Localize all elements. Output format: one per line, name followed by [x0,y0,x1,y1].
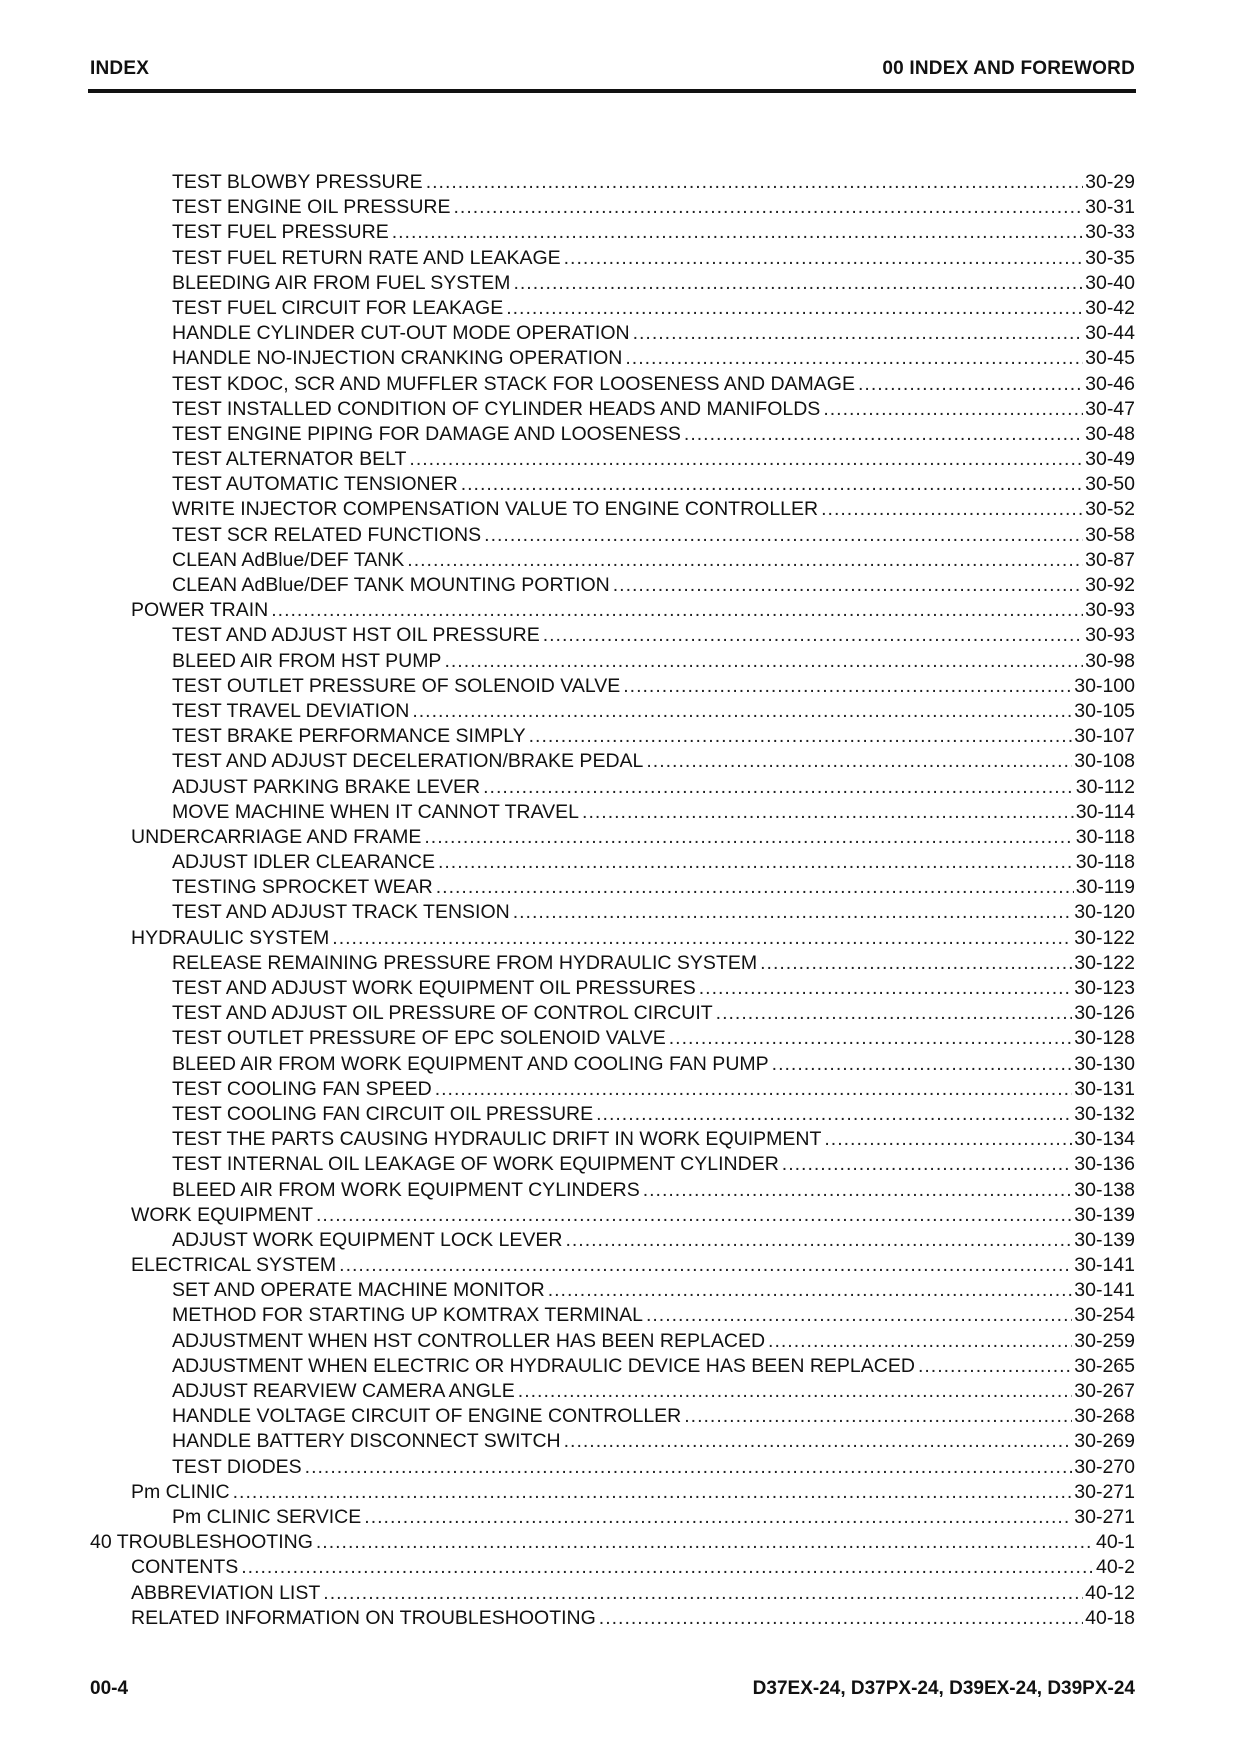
toc-entry[interactable] [90,523,1135,548]
toc-entry-title: BLEEDING AIR FROM FUEL SYSTEM [172,271,511,294]
toc-entry[interactable] [90,397,1135,422]
toc-entry[interactable] [90,1303,1135,1328]
toc-entry-page: 30-107 [1074,725,1135,748]
toc-entry[interactable] [90,850,1135,875]
toc-entry-title: TEST ENGINE OIL PRESSURE [172,196,451,219]
toc-entry[interactable] [90,598,1135,623]
dot-leader [513,900,1073,925]
dot-leader [435,1077,1073,1102]
toc-entry[interactable] [90,1253,1135,1278]
toc-entry[interactable] [90,926,1135,951]
toc-entry[interactable] [90,1505,1135,1530]
toc-entry-title: TEST BRAKE PERFORMANCE SIMPLY [172,725,526,748]
dot-leader [409,447,1083,472]
toc-entry[interactable] [90,1052,1135,1077]
dot-leader [582,800,1074,825]
toc-entry[interactable] [90,623,1135,648]
toc-entry-title: UNDERCARRIAGE AND FRAME [131,825,422,848]
toc-entry-title: TEST OUTLET PRESSURE OF SOLENOID VALVE [172,674,621,697]
toc-entry-page: 30-271 [1074,1505,1135,1528]
toc-entry[interactable] [90,1480,1135,1505]
toc-entry[interactable] [90,674,1135,699]
toc-entry[interactable] [90,296,1135,321]
toc-entry-title: WRITE INJECTOR COMPENSATION VALUE TO ENGINE CONTROLLER [172,498,819,521]
toc-entry-page: 30-268 [1074,1405,1135,1428]
dot-leader [564,1429,1073,1454]
toc-entry[interactable] [90,699,1135,724]
toc-entry-page: 30-118 [1075,851,1135,874]
toc-entry[interactable] [90,372,1135,397]
toc-entry-title: 40 TROUBLESHOOTING [90,1531,313,1554]
toc-entry-title: TEST OUTLET PRESSURE OF EPC SOLENOID VALVE [172,1027,666,1050]
toc-entry-title: ADJUST WORK EQUIPMENT LOCK LEVER [172,1228,563,1251]
dot-leader [646,749,1072,774]
toc-entry-title: TEST FUEL PRESSURE [172,221,389,244]
toc-entry-title: ADJUSTMENT WHEN ELECTRIC OR HYDRAULIC DEVICE HAS BEEN REPLACED [172,1354,915,1377]
toc-entry-page: 40-18 [1085,1606,1135,1629]
toc-entry-page: 30-139 [1074,1228,1135,1251]
toc-entry-title: RELATED INFORMATION ON TROUBLESHOOTING [131,1606,596,1629]
header-section-label: INDEX [90,58,150,79]
toc-entry-title: Pm CLINIC SERVICE [172,1505,362,1528]
toc-entry-page: 30-126 [1074,1002,1135,1025]
toc-entry-page: 30-136 [1074,1153,1135,1176]
toc-entry[interactable] [90,573,1135,598]
toc-entry-page: 30-130 [1074,1052,1135,1075]
dot-leader [646,1303,1072,1328]
toc-entry-page: 30-92 [1085,574,1135,596]
dot-leader [565,1228,1072,1253]
toc-entry-title: ADJUSTMENT WHEN HST CONTROLLER HAS BEEN REPLACED [172,1329,766,1352]
toc-entry-title: TEST COOLING FAN SPEED [172,1077,432,1100]
toc-entry-page: 30-139 [1074,1203,1135,1226]
dot-leader [339,1253,1072,1278]
dot-leader [461,472,1083,497]
toc-entry-page: 30-93 [1085,599,1135,622]
toc-entry[interactable] [90,1555,1135,1580]
toc-entry[interactable] [90,1228,1135,1253]
toc-entry[interactable] [90,195,1135,220]
toc-entry[interactable] [90,875,1135,900]
toc-entry-title: BLEED AIR FROM WORK EQUIPMENT AND COOLING FAN PUMP [172,1052,769,1075]
toc-entry-page: 30-267 [1074,1380,1135,1402]
toc-entry[interactable] [90,1001,1135,1026]
page-footer [90,1678,1135,1700]
dot-leader [699,976,1073,1001]
dot-leader [684,1404,1072,1429]
toc-entry-page: 30-114 [1075,800,1135,823]
dot-leader [271,598,1083,623]
dot-leader [392,220,1083,245]
toc-entry[interactable] [90,1379,1135,1404]
dot-leader [316,1530,1094,1555]
toc-entry-page: 40-2 [1095,1556,1135,1579]
toc-entry-title: HANDLE CYLINDER CUT-OUT MODE OPERATION [172,322,630,345]
toc-entry-page: 30-52 [1085,498,1135,521]
dot-leader [623,674,1072,699]
toc-entry-title: TEST AND ADJUST DECELERATION/BRAKE PEDAL [172,750,644,773]
dot-leader [599,1606,1083,1631]
toc-entry-title: HYDRAULIC SYSTEM [131,926,330,949]
toc-entry[interactable] [90,422,1135,447]
toc-entry-title: TEST ENGINE PIPING FOR DAMAGE AND LOOSENESS [172,422,681,445]
toc-entry-title: TESTING SPROCKET WEAR [172,876,433,899]
toc-entry-title: TEST FUEL RETURN RATE AND LEAKAGE [172,246,561,269]
toc-entry-title: ADJUST REARVIEW CAMERA ANGLE [172,1380,515,1402]
toc-entry-title: CLEAN AdBlue/DEF TANK [172,548,405,571]
toc-entry-page: 30-265 [1074,1354,1135,1377]
dot-leader [782,1152,1072,1177]
toc-entry[interactable] [90,1429,1135,1454]
toc-entry-page: 30-100 [1074,674,1135,697]
toc-entry-page: 30-98 [1085,649,1135,672]
toc-entry[interactable] [90,1530,1135,1555]
toc-entry-page: 30-122 [1074,926,1135,949]
toc-entry-title: CONTENTS [131,1556,239,1579]
toc-entry-title: TEST DIODES [172,1455,302,1478]
dot-leader [613,573,1083,598]
toc-entry-title: TEST AND ADJUST TRACK TENSION [172,901,510,924]
toc-entry[interactable] [90,1329,1135,1354]
toc-entry[interactable] [90,246,1135,271]
table-of-contents [90,170,1135,1631]
toc-entry-title: TEST AND ADJUST HST OIL PRESSURE [172,624,540,647]
toc-entry-title: ABBREVIATION LIST [131,1581,321,1604]
toc-entry-page: 30-112 [1075,775,1135,798]
toc-entry-title: TEST TRAVEL DEVIATION [172,699,410,722]
toc-entry-page: 30-45 [1085,347,1135,370]
toc-entry-page: 40-1 [1095,1531,1135,1554]
toc-entry-page: 30-31 [1085,196,1135,219]
toc-entry[interactable] [90,1077,1135,1102]
toc-entry-page: 30-93 [1085,624,1135,647]
dot-leader [513,271,1083,296]
toc-entry-page: 30-254 [1074,1304,1135,1327]
toc-entry-page: 30-271 [1074,1480,1135,1503]
dot-leader [564,246,1083,271]
toc-entry-title: TEST THE PARTS CAUSING HYDRAULIC DRIFT IN WORK EQUIPMENT [172,1128,822,1151]
toc-entry-page: 30-128 [1074,1027,1135,1050]
toc-entry[interactable] [90,825,1135,850]
toc-entry-page: 30-29 [1085,171,1135,193]
toc-entry-page: 30-134 [1074,1128,1135,1151]
toc-entry[interactable] [90,1455,1135,1480]
dot-leader [821,497,1083,522]
dot-leader [633,321,1084,346]
toc-entry[interactable] [90,271,1135,296]
toc-entry[interactable] [90,346,1135,371]
toc-entry-title: BLEED AIR FROM WORK EQUIPMENT CYLINDERS [172,1178,640,1201]
dot-leader [596,1102,1072,1127]
toc-entry-page: 30-46 [1085,372,1135,395]
dot-leader [625,346,1083,371]
toc-entry-title: SET AND OPERATE MACHINE MONITOR [172,1279,545,1302]
toc-entry[interactable] [90,447,1135,472]
toc-entry-title: POWER TRAIN [131,599,269,622]
toc-entry-title: WORK EQUIPMENT [131,1203,314,1226]
toc-entry-page: 30-33 [1085,221,1135,244]
toc-entry[interactable] [90,1178,1135,1203]
dot-leader [316,1203,1072,1228]
toc-entry-title: TEST BLOWBY PRESSURE [172,171,423,193]
toc-entry-page: 30-118 [1075,825,1135,848]
dot-leader [438,850,1074,875]
toc-entry-page: 30-48 [1085,422,1135,445]
toc-entry-title: TEST COOLING FAN CIRCUIT OIL PRESSURE [172,1102,594,1125]
toc-entry-page: 30-87 [1085,548,1135,571]
toc-entry-page: 30-49 [1085,448,1135,471]
toc-entry-title: RELEASE REMAINING PRESSURE FROM HYDRAULIC SYSTEM [172,951,758,974]
toc-entry[interactable] [90,1102,1135,1127]
toc-entry-title: HANDLE BATTERY DISCONNECT SWITCH [172,1430,561,1453]
dot-leader [484,523,1083,548]
dot-leader [918,1354,1072,1379]
toc-entry[interactable] [90,800,1135,825]
toc-entry[interactable] [90,321,1135,346]
toc-entry[interactable] [90,976,1135,1001]
toc-entry[interactable] [90,472,1135,497]
dot-leader [407,548,1083,573]
toc-entry-title: TEST FUEL CIRCUIT FOR LEAKAGE [172,296,504,319]
toc-entry-page: 30-132 [1074,1102,1135,1125]
dot-leader [529,724,1073,749]
toc-entry-title: TEST INSTALLED CONDITION OF CYLINDER HEADS AND MANIFOLDS [172,397,821,420]
toc-entry[interactable] [90,951,1135,976]
toc-entry[interactable] [90,497,1135,522]
toc-entry[interactable] [90,1026,1135,1051]
toc-entry[interactable] [90,1606,1135,1631]
toc-entry-page: 30-44 [1085,322,1135,345]
toc-entry-page: 30-50 [1085,473,1135,496]
toc-entry[interactable] [90,548,1135,573]
toc-entry-page: 30-42 [1085,296,1135,319]
dot-leader [858,372,1083,397]
dot-leader [760,951,1072,976]
toc-entry-page: 30-40 [1085,271,1135,294]
dot-leader [768,1329,1072,1354]
dot-leader [548,1278,1073,1303]
toc-entry-title: TEST ALTERNATOR BELT [172,448,407,471]
dot-leader [772,1052,1073,1077]
dot-leader [823,397,1083,422]
toc-entry[interactable] [90,1278,1135,1303]
toc-entry-page: 30-120 [1074,901,1135,924]
toc-entry-title: CLEAN AdBlue/DEF TANK MOUNTING PORTION [172,574,610,596]
dot-leader [643,1178,1073,1203]
toc-entry[interactable] [90,1203,1135,1228]
toc-entry[interactable] [90,749,1135,774]
dot-leader [684,422,1083,447]
toc-entry[interactable] [90,1404,1135,1429]
toc-entry[interactable] [90,1354,1135,1379]
toc-entry[interactable] [90,1581,1135,1606]
dot-leader [424,825,1073,850]
toc-entry[interactable] [90,649,1135,674]
toc-entry-page: 40-12 [1085,1581,1135,1604]
toc-entry[interactable] [90,1127,1135,1152]
toc-entry-page: 30-105 [1074,699,1135,722]
toc-entry[interactable] [90,1152,1135,1177]
toc-entry-page: 30-138 [1074,1178,1135,1201]
toc-entry-page: 30-122 [1074,951,1135,974]
toc-entry-title: METHOD FOR STARTING UP KOMTRAX TERMINAL [172,1304,643,1327]
dot-leader [241,1555,1094,1580]
dot-leader [305,1455,1073,1480]
toc-entry-page: 30-108 [1074,750,1135,773]
toc-entry-page: 30-35 [1085,246,1135,269]
dot-leader [543,623,1083,648]
dot-leader [669,1026,1073,1051]
toc-entry-page: 30-131 [1074,1077,1135,1100]
header-chapter-title: 00 INDEX AND FOREWORD [882,58,1135,79]
dot-leader [436,875,1074,900]
toc-entry-title: TEST INTERNAL OIL LEAKAGE OF WORK EQUIPMENT CYLINDER [172,1153,779,1176]
toc-entry-title: ELECTRICAL SYSTEM [131,1254,337,1277]
toc-entry-page: 30-259 [1074,1329,1135,1352]
toc-entry-title: MOVE MACHINE WHEN IT CANNOT TRAVEL [172,800,580,823]
toc-entry-page: 30-270 [1074,1455,1135,1478]
toc-entry[interactable] [90,170,1135,195]
dot-leader [426,170,1083,195]
toc-entry-page: 30-119 [1075,876,1135,899]
dot-leader [506,296,1083,321]
dot-leader [332,926,1072,951]
toc-entry[interactable] [90,724,1135,749]
toc-entry-title: BLEED AIR FROM HST PUMP [172,649,442,672]
dot-leader [518,1379,1072,1404]
dot-leader [716,1001,1073,1026]
page-number: 00-4 [90,1678,129,1699]
dot-leader [364,1505,1072,1530]
toc-entry-title: ADJUST PARKING BRAKE LEVER [172,775,481,798]
toc-entry[interactable] [90,900,1135,925]
page-header [90,58,1135,80]
toc-entry-title: TEST KDOC, SCR AND MUFFLER STACK FOR LOOSENESS AND DAMAGE [172,372,855,395]
toc-entry-page: 30-47 [1085,397,1135,420]
toc-entry-title: ADJUST IDLER CLEARANCE [172,851,435,874]
toc-entry-page: 30-141 [1074,1254,1135,1277]
toc-entry-page: 30-269 [1074,1430,1135,1453]
model-list: D37EX-24, D37PX-24, D39EX-24, D39PX-24 [752,1678,1135,1699]
toc-entry-title: TEST AUTOMATIC TENSIONER [172,473,458,496]
dot-leader [412,699,1072,724]
toc-entry-page: 30-123 [1074,977,1135,999]
toc-entry-title: TEST AND ADJUST OIL PRESSURE OF CONTROL CIRCUIT [172,1002,713,1025]
toc-entry-page: 30-58 [1085,523,1135,546]
toc-entry-title: HANDLE NO-INJECTION CRANKING OPERATION [172,347,623,370]
dot-leader [824,1127,1072,1152]
toc-entry-title: Pm CLINIC [131,1480,230,1503]
toc-entry-page: 30-141 [1074,1279,1135,1302]
dot-leader [233,1480,1073,1505]
toc-entry-title: TEST AND ADJUST WORK EQUIPMENT OIL PRESSURES [172,977,696,999]
dot-leader [453,195,1083,220]
toc-entry-title: TEST SCR RELATED FUNCTIONS [172,523,482,546]
header-divider [88,89,1136,93]
toc-entry[interactable] [90,775,1135,800]
dot-leader [444,649,1083,674]
toc-entry-title: HANDLE VOLTAGE CIRCUIT OF ENGINE CONTROLLER [172,1405,682,1428]
dot-leader [483,775,1074,800]
toc-entry[interactable] [90,220,1135,245]
dot-leader [323,1581,1083,1606]
